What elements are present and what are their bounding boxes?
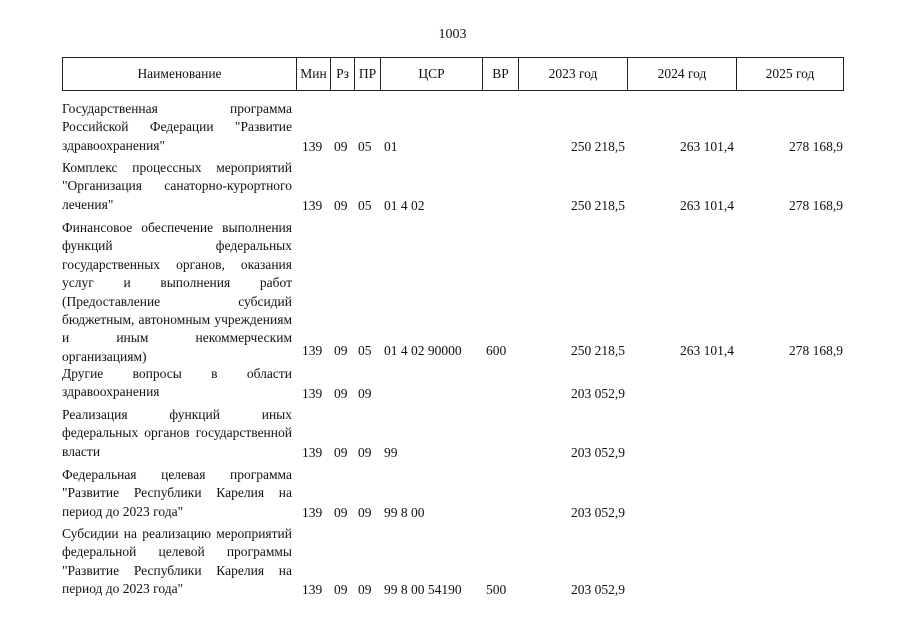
row-name: Комплекс процессных мероприятий "Организация санаторно-курортного лечения" (62, 160, 292, 212)
row-csr: 99 (384, 445, 398, 460)
header-csr: ЦСР (381, 58, 483, 90)
row-csr: 99 8 00 54190 (384, 582, 462, 597)
row-rz: 09 (334, 505, 348, 520)
row-rz: 09 (334, 445, 348, 460)
header-min: Мин (297, 58, 331, 90)
row-rz: 09 (334, 198, 348, 213)
row-pr: 09 (358, 386, 372, 401)
row-2023: 250 218,5 (571, 139, 625, 154)
row-vr: 600 (486, 343, 507, 358)
row-min: 139 (302, 386, 323, 401)
header-rz: Рз (331, 58, 355, 90)
row-min: 139 (302, 198, 323, 213)
header-2025: 2025 год (765, 66, 815, 81)
row-min: 139 (302, 582, 323, 597)
row-name: Другие вопросы в области здравоохранения (62, 366, 292, 400)
row-name: Финансовое обеспечение выполнения функций федеральных государственных органов, оказания услуг и выполнения работ (Предоставление субсидий бюджетным, автономным учреждениям и иным некоммерческим организациям) (62, 220, 292, 364)
row-pr: 05 (358, 139, 372, 154)
row-pr: 09 (358, 505, 372, 520)
table-row (62, 466, 844, 522)
header-2023: 2023 год (519, 58, 628, 90)
row-vr: 500 (486, 582, 507, 597)
row-2023: 203 052,9 (571, 445, 625, 460)
row-name: Субсидии на реализацию мероприятий федеральной целевой программы "Развитие Республики Карелия на период до 2023 года" (62, 526, 292, 597)
row-pr: 05 (358, 198, 372, 213)
row-rz: 09 (334, 582, 348, 597)
header-vr: ВР (483, 58, 519, 90)
row-min: 139 (302, 139, 323, 154)
row-rz: 09 (334, 386, 348, 401)
row-2025: 278 168,9 (789, 139, 843, 154)
table-row (62, 365, 844, 403)
table-row (62, 406, 844, 462)
row-pr: 09 (358, 445, 372, 460)
header-name: Наименование (63, 58, 297, 90)
row-rz: 09 (334, 343, 348, 358)
row-2024: 263 101,4 (680, 343, 734, 358)
row-csr: 01 4 02 90000 (384, 343, 462, 358)
row-2023: 203 052,9 (571, 505, 625, 520)
row-min: 139 (302, 505, 323, 520)
row-rz: 09 (334, 139, 348, 154)
row-2024: 263 101,4 (680, 139, 734, 154)
row-2024: 263 101,4 (680, 198, 734, 213)
table-row (62, 525, 844, 599)
row-pr: 05 (358, 343, 372, 358)
header-pr: ПР (355, 58, 381, 90)
table-row (62, 219, 844, 364)
row-csr: 99 8 00 (384, 505, 425, 520)
row-min: 139 (302, 445, 323, 460)
row-2023: 250 218,5 (571, 198, 625, 213)
row-csr: 01 4 02 (384, 198, 425, 213)
row-2025: 278 168,9 (789, 343, 843, 358)
row-pr: 09 (358, 582, 372, 597)
header-2024: 2024 год (628, 58, 737, 90)
table-row (62, 100, 844, 156)
row-csr: 01 (384, 139, 398, 154)
row-2023: 203 052,9 (571, 386, 625, 401)
page-number: 1003 (438, 27, 467, 42)
row-name: Реализация функций иных федеральных органов государственной власти (62, 407, 292, 459)
row-2023: 203 052,9 (571, 582, 625, 597)
row-name: Федеральная целевая программа "Развитие Республики Карелия на период до 2023 года" (62, 467, 292, 519)
row-2023: 250 218,5 (571, 343, 625, 358)
row-2025: 278 168,9 (789, 198, 843, 213)
table-header (62, 57, 844, 91)
row-min: 139 (302, 343, 323, 358)
row-name: Государственная программа Российской Федерации "Развитие здравоохранения" (62, 101, 292, 153)
table-row (62, 159, 844, 215)
